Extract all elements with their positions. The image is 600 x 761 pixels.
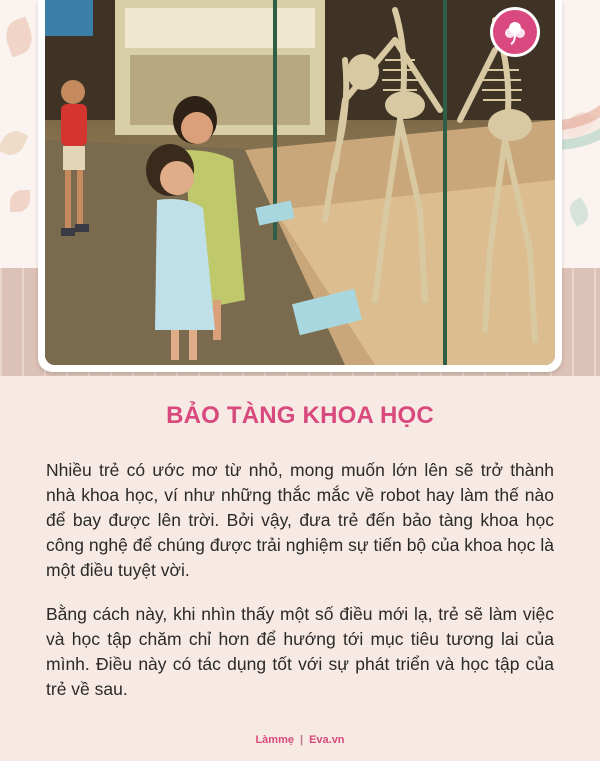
section-heading: BẢO TÀNG KHOA HỌC <box>166 402 434 429</box>
decor-leaf <box>0 127 28 160</box>
footer-brand-eva: Eva.vn <box>309 734 345 746</box>
footer-credit <box>0 734 600 746</box>
decor-leaf <box>1 17 37 58</box>
paragraph-2: Bằng cách này, khi nhìn thấy một số điều mới lạ, trẻ sẽ làm việc và học tập chăm chỉ hơn để hướng tới mục tiêu tương lai của mình. Điều này có tác dụng tốt với sự phát triển và học tập của trẻ về sau. <box>46 604 554 699</box>
decor-leaf <box>565 197 593 227</box>
footer-separator: | <box>299 734 304 746</box>
photo-card <box>38 0 562 372</box>
museum-photo <box>45 0 555 365</box>
article-content <box>0 376 600 761</box>
decor-leaf <box>10 190 30 212</box>
museum-photo-illustration <box>45 0 555 365</box>
paragraph-1: Nhiều trẻ có ước mơ từ nhỏ, mong muốn lớn lên sẽ trở thành nhà khoa học, ví như những thắc mắc về robot hay làm thế nào để bay được lên trời. Bởi vậy, đưa trẻ đến bảo tàng khoa học công nghệ để chúng được trải nghiệm sự tiến bộ của khoa học là một điều tuyệt vời. <box>46 460 554 580</box>
flower-logo-icon <box>493 10 537 54</box>
footer-brand-lamme: Làmmẹ <box>255 734 294 746</box>
